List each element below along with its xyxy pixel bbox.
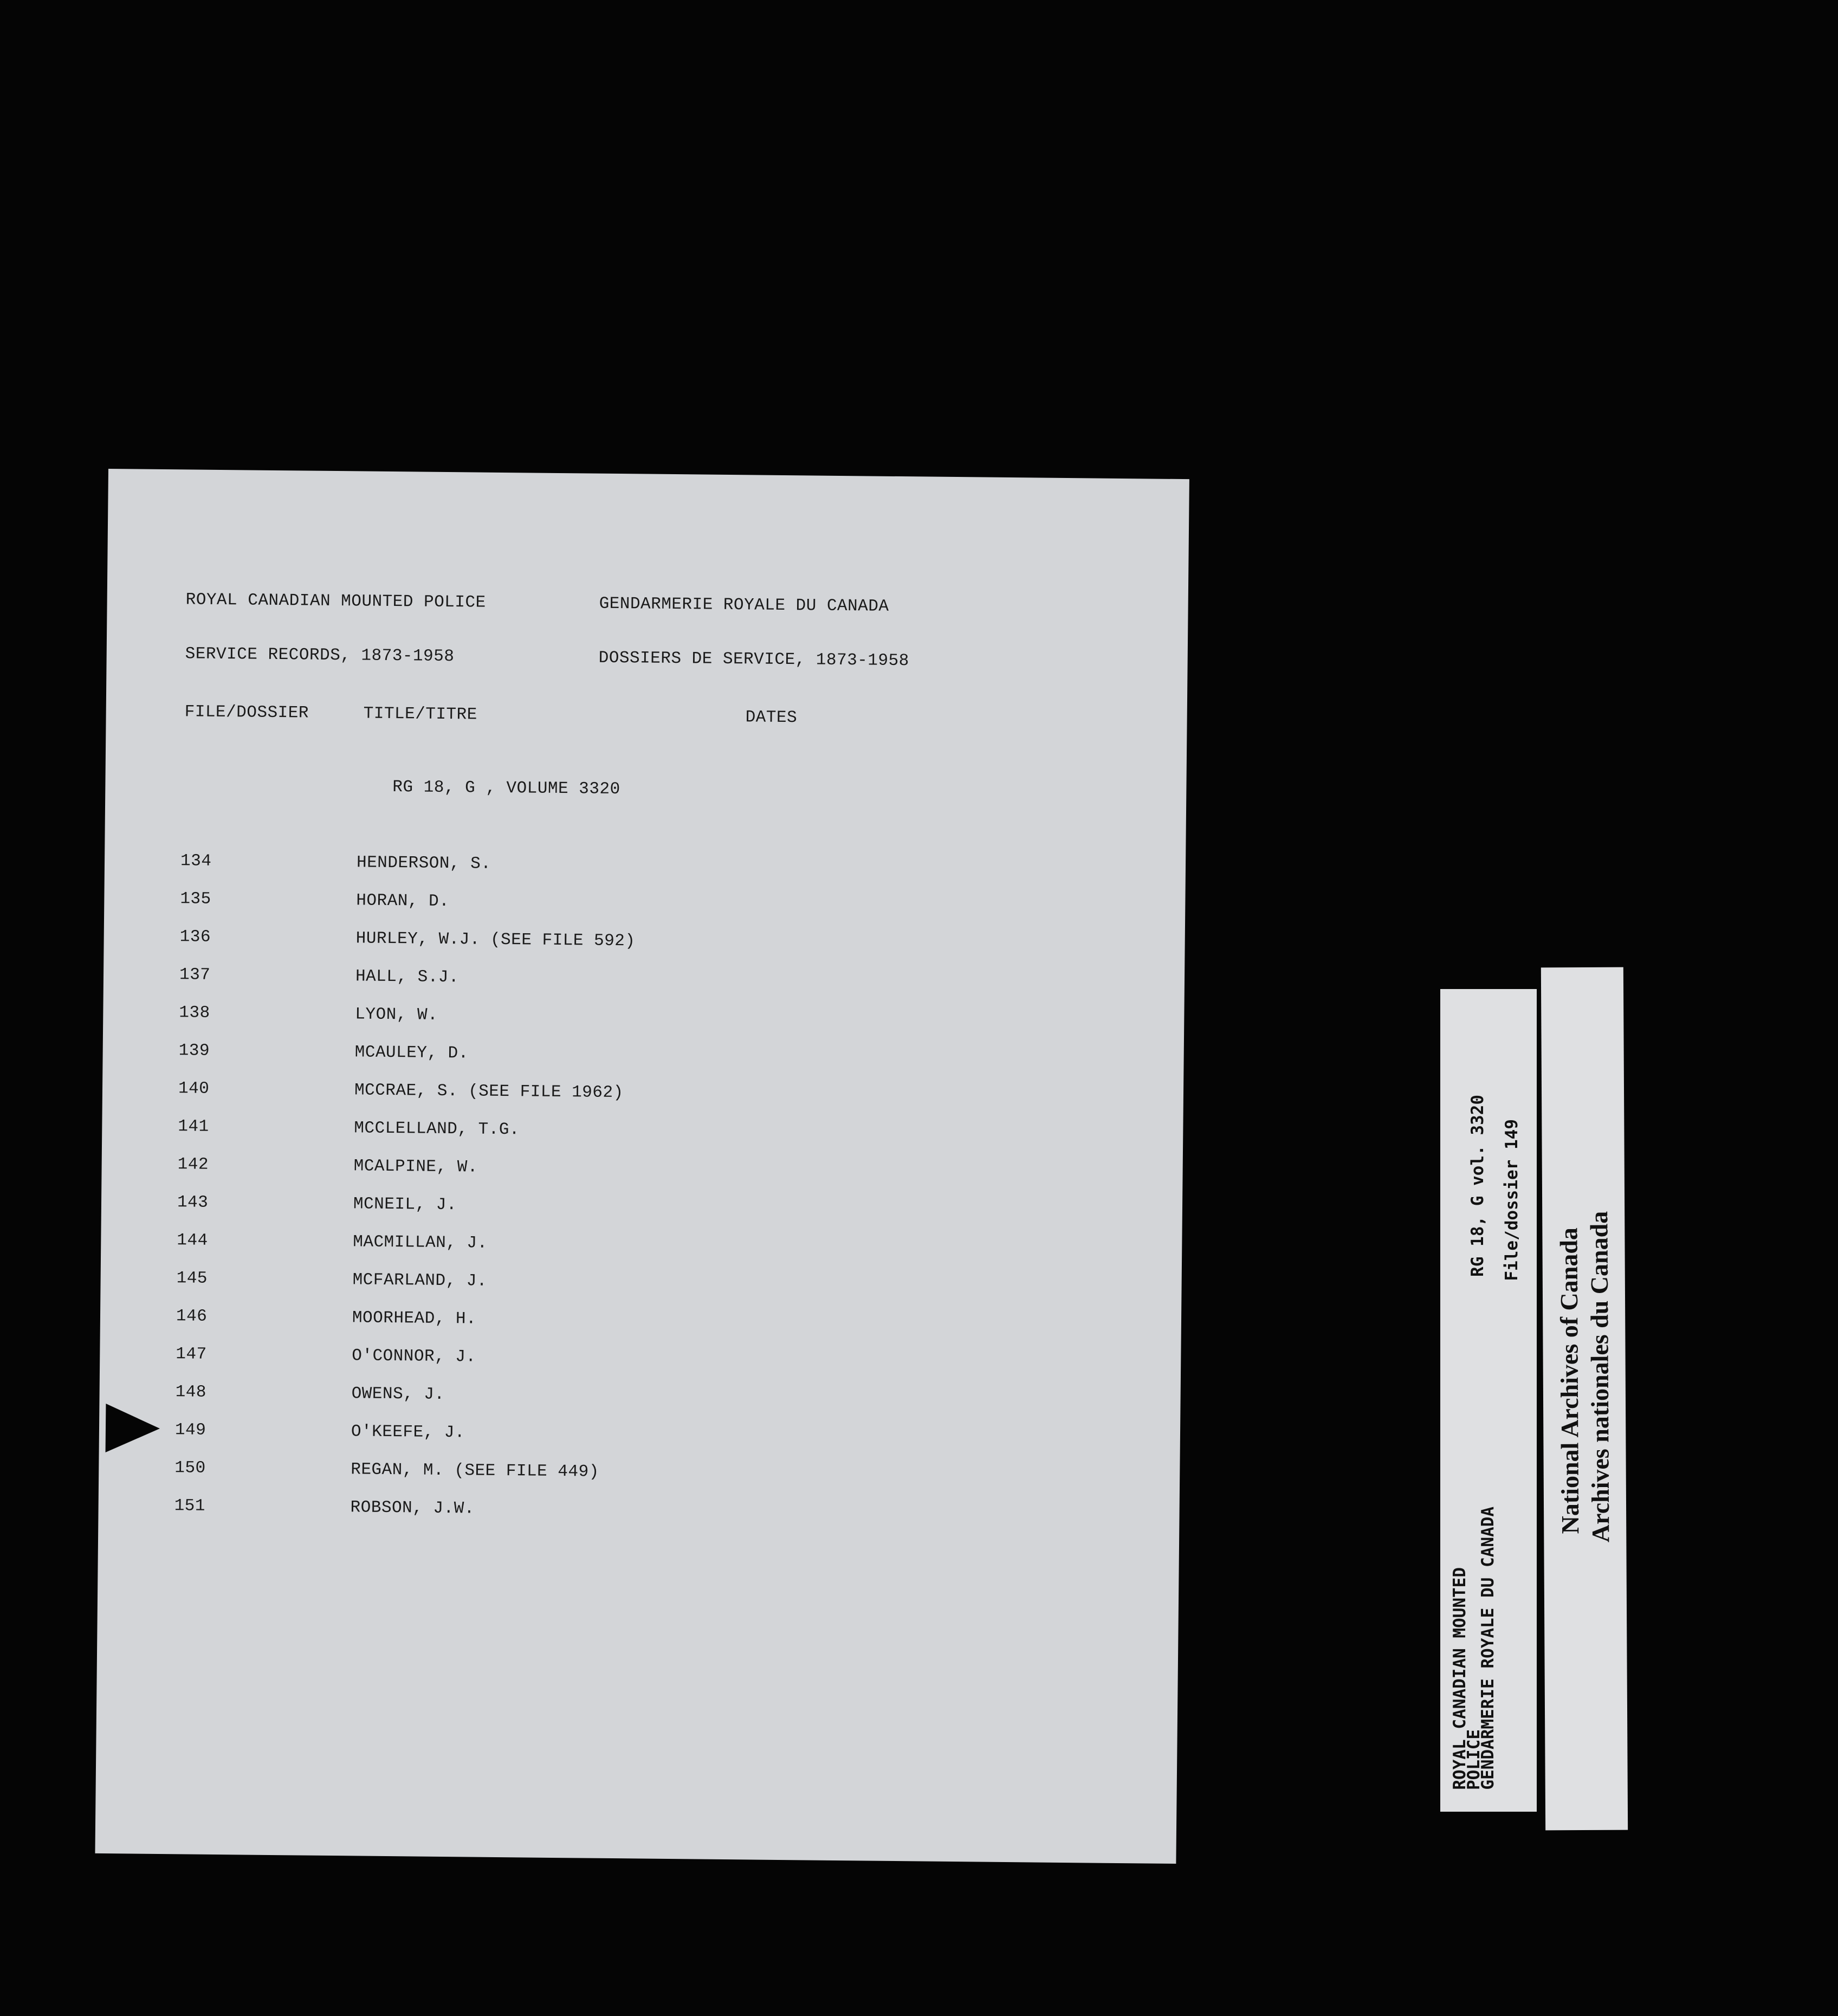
card-file-ref: File/dossier 149 — [1502, 1119, 1522, 1281]
record-title: MCNEIL, J. — [353, 1194, 457, 1215]
card-volume-ref: RG 18, G vol. 3320 — [1468, 1095, 1487, 1277]
column-header-file: FILE/DOSSIER — [184, 702, 309, 723]
record-title: MCFARLAND, J. — [352, 1270, 488, 1291]
archives-name-en: National Archives of Canada — [1555, 1227, 1584, 1534]
target-label-card — [1440, 989, 1537, 1812]
file-number: 138 — [179, 1003, 210, 1023]
record-title: REGAN, M. (SEE FILE 449) — [351, 1460, 599, 1482]
record-title: HALL, S.J. — [355, 967, 459, 987]
file-number: 147 — [176, 1345, 207, 1364]
file-number: 151 — [174, 1496, 206, 1516]
record-title: OWENS, J. — [351, 1384, 445, 1405]
column-header-title: TITLE/TITRE — [363, 704, 477, 725]
record-title: HORAN, D. — [356, 891, 450, 912]
record-title: MCCRAE, S. (SEE FILE 1962) — [354, 1081, 624, 1103]
document-page — [95, 469, 1189, 1864]
record-title: MCALPINE, W. — [353, 1156, 478, 1177]
file-number: 135 — [180, 889, 211, 909]
file-number: 139 — [178, 1041, 210, 1061]
card-agency-line2: POLICE — [1464, 1729, 1484, 1790]
volume-heading: RG 18, G , VOLUME 3320 — [392, 778, 620, 799]
header-rcmp-en: ROYAL CANADIAN MOUNTED POLICE — [185, 590, 486, 612]
file-number: 146 — [176, 1307, 208, 1326]
file-number: 140 — [178, 1079, 210, 1099]
record-title: MCAULEY, D. — [354, 1043, 469, 1063]
file-number: 137 — [179, 965, 211, 985]
card-agency-line1: ROYAL CANADIAN MOUNTED — [1450, 1567, 1470, 1790]
file-number: 142 — [177, 1155, 209, 1174]
file-number: 148 — [175, 1382, 207, 1402]
header-records-fr: DOSSIERS DE SERVICE, 1873-1958 — [598, 648, 909, 671]
file-number: 150 — [174, 1458, 206, 1478]
pointer-arrow-icon — [106, 1404, 160, 1453]
archives-label-card — [1541, 967, 1628, 1831]
file-number: 145 — [176, 1269, 208, 1288]
record-title: MACMILLAN, J. — [353, 1232, 488, 1253]
record-title: MCCLELLAND, T.G. — [354, 1119, 520, 1140]
file-number: 144 — [177, 1231, 208, 1250]
header-rcmp-fr: GENDARMERIE ROYALE DU CANADA — [599, 594, 889, 616]
file-number: 134 — [180, 851, 212, 871]
record-title: LYON, W. — [355, 1005, 438, 1025]
record-title: O'KEEFE, J. — [351, 1422, 465, 1443]
record-title: O'CONNOR, J. — [352, 1346, 476, 1367]
file-number: 149 — [174, 1420, 206, 1440]
file-number: 136 — [179, 927, 211, 947]
archives-name-fr: Archives nationales du Canada — [1585, 1211, 1615, 1543]
record-title: HURLEY, W.J. (SEE FILE 592) — [355, 929, 636, 951]
file-number: 141 — [178, 1117, 209, 1136]
record-title: MOORHEAD, H. — [352, 1308, 477, 1329]
column-header-dates: DATES — [745, 708, 798, 728]
file-number: 143 — [177, 1193, 209, 1212]
record-title: HENDERSON, S. — [356, 853, 491, 874]
header-records-en: SERVICE RECORDS, 1873-1958 — [185, 644, 455, 667]
card-agency-line3: GENDARMERIE ROYALE DU CANADA — [1478, 1507, 1498, 1790]
record-title: ROBSON, J.W. — [350, 1498, 475, 1519]
